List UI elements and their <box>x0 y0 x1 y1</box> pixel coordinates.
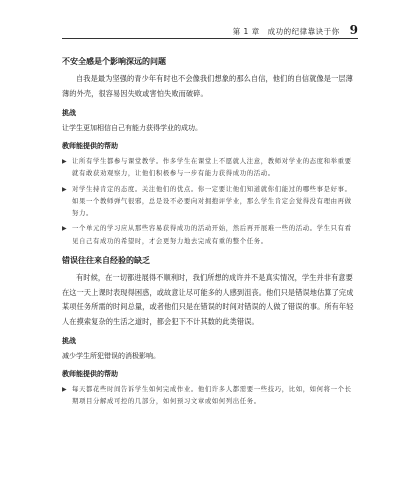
tip-text: 每天都花些时间告诉学生如何完成作业。他们许多人都需要一些技巧，比如，如何将一个长期项目分解成可控的几部分，如何预习文章或如何列出任务。 <box>72 385 352 406</box>
tip-text: 一个单元的学习应从那些容易获得成功的活动开始，然后再开展难一些的活动。学生只有看见自己有成功的希望时，才会更努力地去完成有重的整个任务。 <box>72 224 352 245</box>
triangle-bullet-icon: ▶ <box>62 185 68 193</box>
challenge-text: 让学生更加相信自己有能力获得学业的成功。 <box>62 124 202 132</box>
triangle-bullet-icon: ▶ <box>62 386 68 394</box>
help-label: 教师能提供的帮助 <box>62 370 118 379</box>
triangle-bullet-icon: ▶ <box>62 158 68 165</box>
running-header <box>233 23 358 37</box>
chapter-label: 第 1 章 成功的纪律靠诀于你 <box>232 27 340 36</box>
tips-list <box>62 383 358 408</box>
page-body <box>62 56 358 411</box>
challenge-text: 减少学生所犯错误的消极影响。 <box>62 352 160 361</box>
tip-item <box>62 222 358 247</box>
tip-item <box>62 155 358 180</box>
section-heading: 错误往往来自经验的缺乏 <box>62 256 150 266</box>
challenge-label: 挑战 <box>62 109 76 117</box>
help-label: 教师能提供的帮助 <box>62 142 118 150</box>
tip-item <box>62 383 358 408</box>
section-heading: 不安全感是个影响深远的问题 <box>62 57 166 66</box>
section-paragraph: 自我是最为坚强的青少年有时也不会像我们想象的那么自信，他们的自信就像是一层薄薄的外壳，很容易因失败或害怕失败而破碎。 <box>62 74 353 98</box>
tip-text: 让所有学生都参与课堂教学。作多学生在课堂上不愿就人注意，教师对学业的态度和举重要就有敢获劝观察力，让他们积极参与一步有能力获得成功的活动。 <box>72 157 352 178</box>
section-paragraph: 有时候，在一切都进展得不顺利时，我们所想的成许并不是真实情况，学生并非有意要在这一天上课时表现得困惑，或故意让尽可能多的人感到沮丧。他们只是错误地估算了完成某项任务所需的时间总量，或者他们只是在错误的时间对错误的人做了错误的事。所有年轻人在摸索复杂的生活之道时，都会犯下不计其数的此类错误。 <box>62 273 354 326</box>
tip-item <box>62 183 358 220</box>
page-number: 9 <box>349 23 358 37</box>
header-rule <box>62 38 358 39</box>
tips-list <box>62 155 358 247</box>
challenge-label: 挑战 <box>62 337 76 346</box>
tip-text: 对学生持肯定的态度。关注他们的优点。你一定要让他们知道就你们能过的哪些事是好事。如果一个教师弹气很邪，总是设不必要向对拥抱评学业，那么学生肯定会觉得没有理由再做努力。 <box>72 184 352 218</box>
triangle-bullet-icon: ▶ <box>62 225 68 233</box>
